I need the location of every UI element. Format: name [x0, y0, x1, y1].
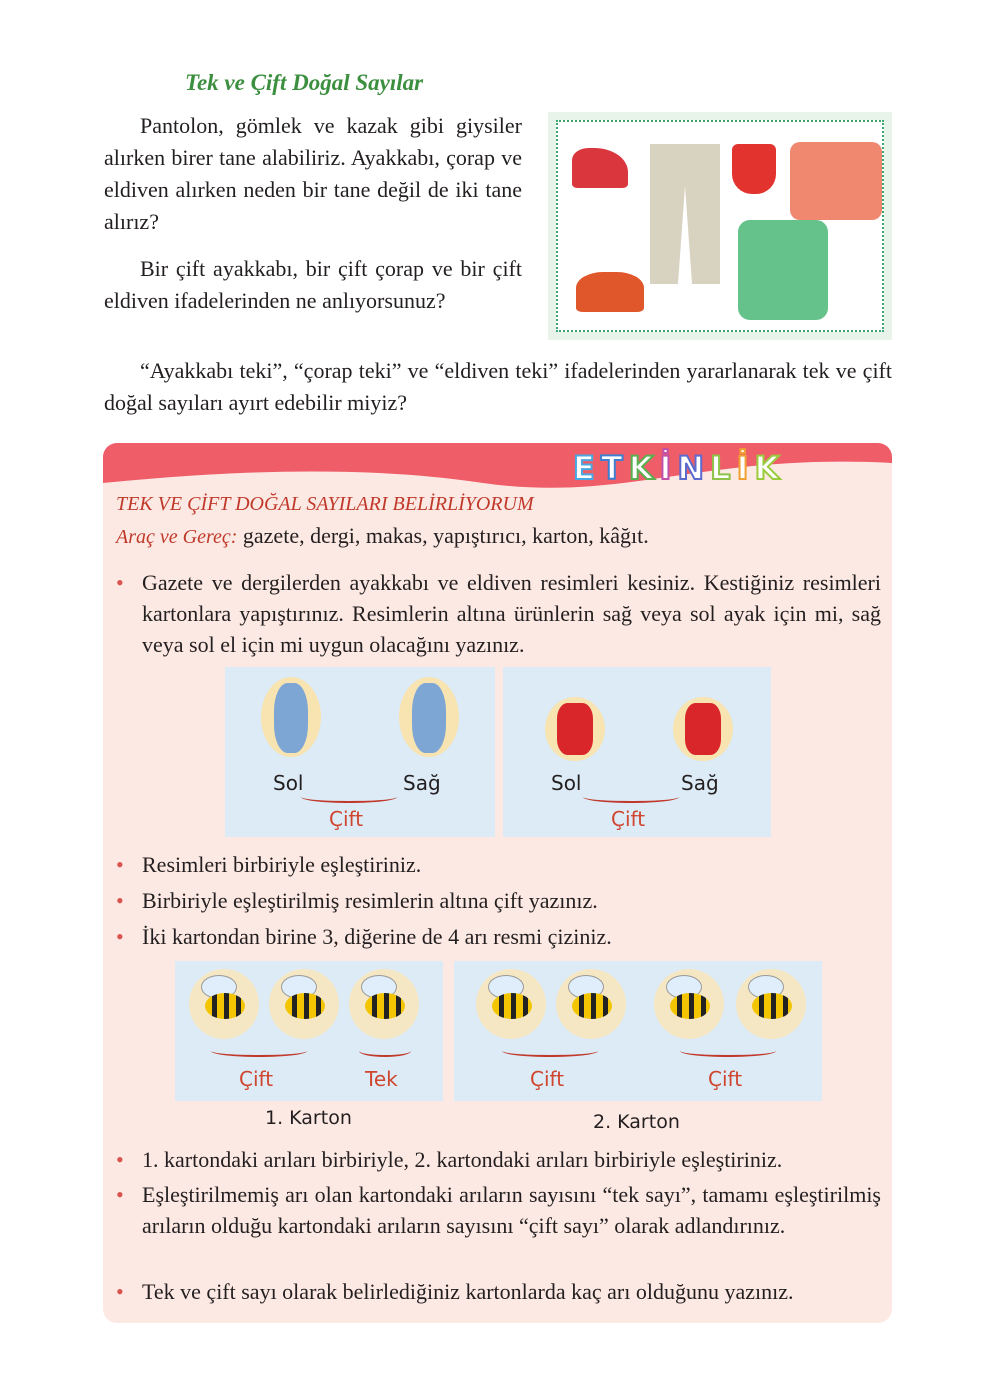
- bullet-2: • Resimleri birbiriyle eşleştiriniz.: [116, 849, 881, 880]
- etkinlik-letter: K: [754, 449, 780, 487]
- shoe-pair-label: Çift: [329, 807, 364, 831]
- etkinlik-letter: E: [573, 449, 595, 487]
- bee-image: [556, 969, 626, 1039]
- pair-arc: [301, 791, 397, 803]
- etkinlik-letter: N: [677, 449, 705, 487]
- pair-arc: [502, 1045, 598, 1057]
- bee-image: [736, 969, 806, 1039]
- shoes-card: [225, 667, 495, 837]
- glove-left-label: Sol: [551, 771, 582, 795]
- etkinlik-letter: İ: [736, 449, 749, 487]
- gloves-card: [503, 667, 771, 837]
- etkinlik-title: [573, 449, 779, 487]
- clothing-illustration: [548, 112, 892, 340]
- glove-pair-label: Çift: [611, 807, 646, 831]
- bee-image: [654, 969, 724, 1039]
- pants-image: [650, 144, 720, 284]
- tools-list: gazete, dergi, makas, yapıştırıcı, karton, kâğıt.: [242, 523, 649, 548]
- karton2-pair-label-2: Çift: [708, 1067, 743, 1091]
- bullet-1: • Gazete ve dergilerden ayakkabı ve eldiven resimleri kesiniz. Kestiğiniz resimleri kartonlara yapıştırınız. Resimlerin altına ürünlerin sağ veya sol ayak için mi, sağ veya sol el için mi uygun olacağını yazınız.: [116, 567, 881, 660]
- sneakers-image: [572, 148, 628, 188]
- shoe-right-label: Sağ: [403, 771, 441, 795]
- intro-paragraph-2: Bir çift ayakkabı, bir çift çorap ve bir çift eldiven ifadelerinden ne anlıyorsunuz?: [104, 256, 522, 313]
- left-shoe-image: [261, 677, 321, 757]
- etkinlik-letter: L: [710, 449, 731, 487]
- sweater-image: [738, 220, 828, 320]
- pair-arc: [680, 1045, 776, 1057]
- bullet-5: • 1. kartondaki arıları birbiriyle, 2. kartondaki arıları birbiriyle eşleştiriniz.: [116, 1144, 881, 1175]
- etkinlik-letter: K: [628, 449, 654, 487]
- karton1-single-label: Tek: [365, 1067, 398, 1091]
- karton-2: [454, 961, 822, 1101]
- activity-box: [103, 443, 892, 1323]
- left-glove-image: [545, 697, 605, 761]
- karton2-pair-label-1: Çift: [530, 1067, 565, 1091]
- bee-image: [269, 969, 339, 1039]
- bullet-6: • Eşleştirilmemiş arı olan kartondaki arıların sayısını “tek sayı”, tamamı eşleştirilmiş arıların olduğu kartondaki arıların sayısını “çift sayı” olarak adlandırınız.: [116, 1179, 881, 1241]
- right-shoe-image: [399, 677, 459, 757]
- socks-image: [732, 144, 776, 194]
- intro-paragraph-1: Pantolon, gömlek ve kazak gibi giysiler alırken birer tane alabiliriz. Ayakkabı, çorap ve eldiven alırken neden bir tane değil de iki tane alırız?: [104, 113, 522, 234]
- karton1-pair-label: Çift: [239, 1067, 274, 1091]
- bullet-4: • İki kartondan birine 3, diğerine de 4 arı resmi çiziniz.: [116, 921, 881, 952]
- bee-image: [189, 969, 259, 1039]
- right-glove-image: [673, 697, 733, 761]
- activity-title: TEK VE ÇİFT DOĞAL SAYILARI BELİRLİYORUM: [116, 493, 534, 515]
- bullet-3: • Birbiriyle eşleştirilmiş resimlerin altına çift yazınız.: [116, 885, 881, 916]
- glove-right-label: Sağ: [681, 771, 719, 795]
- shirt-image: [790, 142, 882, 220]
- bullet-7: • Tek ve çift sayı olarak belirlediğiniz kartonlarda kaç arı olduğunu yazınız.: [116, 1276, 881, 1307]
- pair-arc: [211, 1045, 307, 1057]
- tools-label: Araç ve Gereç:: [116, 526, 238, 548]
- tools-line: [116, 523, 649, 549]
- section-heading: Tek ve Çift Doğal Sayılar: [185, 70, 424, 95]
- bee-image: [349, 969, 419, 1039]
- etkinlik-letter: İ: [659, 449, 672, 487]
- pair-arc: [583, 791, 679, 803]
- karton-1: [175, 961, 443, 1101]
- etkinlik-letter: T: [600, 449, 623, 487]
- karton-1-caption: 1. Karton: [265, 1107, 352, 1129]
- single-arc: [359, 1045, 411, 1057]
- intro-paragraph-3: “Ayakkabı teki”, “çorap teki” ve “eldiven teki” ifadelerinden yararlanarak tek ve çift doğal sayıları ayırt edebilir miyiz?: [104, 358, 892, 415]
- bee-image: [476, 969, 546, 1039]
- karton-2-caption: 2. Karton: [593, 1111, 680, 1133]
- mittens-image: [576, 272, 644, 312]
- shoe-left-label: Sol: [273, 771, 304, 795]
